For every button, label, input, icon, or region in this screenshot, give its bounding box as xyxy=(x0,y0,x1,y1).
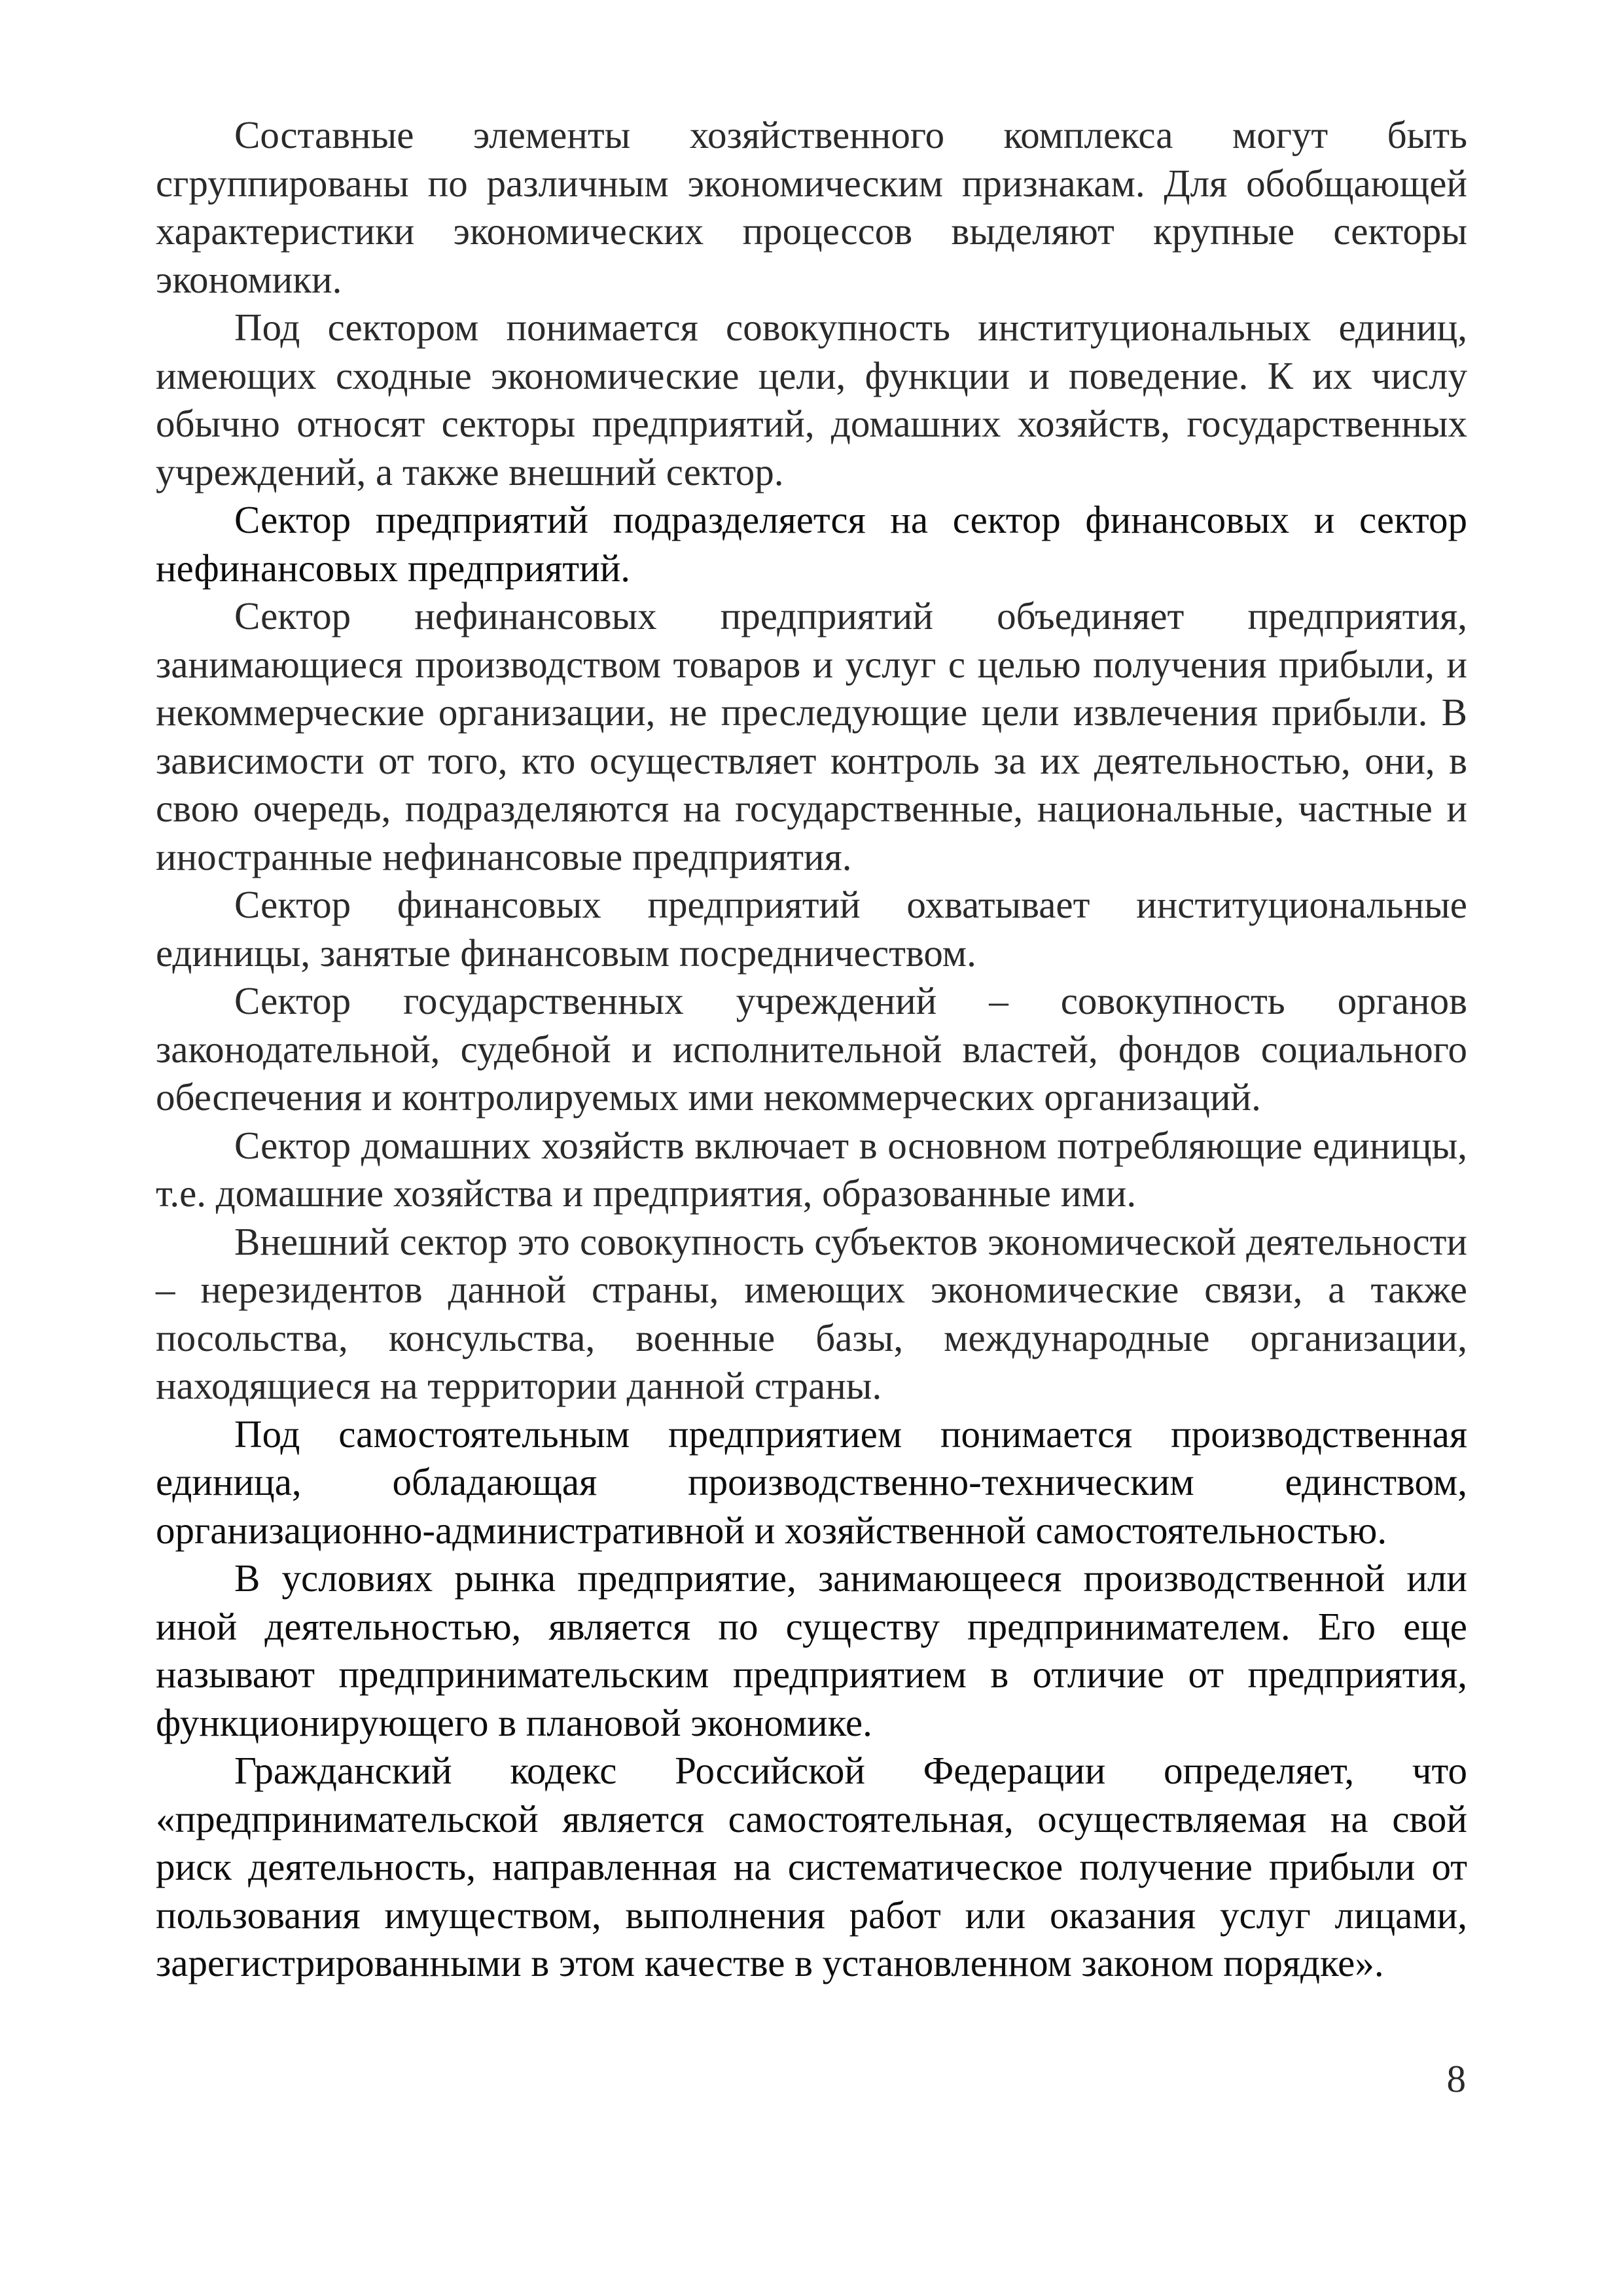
paragraph: Сектор государственных учреждений – совокупность органов законодательной, судебной и исполнительной властей, фондов социального обеспечения и контролируемых ими некоммерческих организаций. xyxy=(156,979,1467,1119)
paragraph: Под сектором понимается совокупность институциональных единиц, имеющих сходные экономические цели, функции и поведение. К их числу обычно относят секторы предприятий, домашних хозяйств, государственных учреждений, а также внешний сектор. xyxy=(156,306,1467,493)
paragraph: Сектор нефинансовых предприятий объединяет предприятия, занимающиеся производством товаров и услуг с целью получения прибыли, и некоммерческие организации, не преследующие цели извлечения прибыли. В зависимости от того, кто осуществляет контроль за их деятельностью, они, в свою очередь, подразделяются на государственные, национальные, частные и иностранные нефинансовые предприятия. xyxy=(156,594,1467,878)
paragraph: Под самостоятельным предприятием понимается производственная единица, обладающая производственно-техническим единством, организационно-административной и хозяйственной самостоятельностью. xyxy=(156,1412,1467,1552)
paragraph: Составные элементы хозяйственного комплекса могут быть сгруппированы по различным экономическим признакам. Для обобщающей характеристики экономических процессов выделяют крупные секторы экономики. xyxy=(156,113,1467,301)
paragraph: Гражданский кодекс Российской Федерации определяет, что «предпринимательской является самостоятельная, осуществляемая на свой риск деятельность, направленная на систематическое получение прибыли от пользования имуществом, выполнения работ или оказания услуг лицами, зарегистрированными в этом качестве в установленном законом порядке». xyxy=(156,1749,1467,1984)
paragraph: В условиях рынка предприятие, занимающееся производственной или иной деятельностью, является по существу предпринимателем. Его еще называют предпринимательским предприятием в отличие от предприятия, функционирующего в плановой экономике. xyxy=(156,1556,1467,1744)
paragraph: Внешний сектор это совокупность субъектов экономической деятельности – нерезидентов данной страны, имеющих экономические связи, а также посольства, консульства, военные базы, международные организации, находящиеся на территории данной страны. xyxy=(156,1219,1467,1407)
paragraph: Сектор предприятий подразделяется на сектор финансовых и сектор нефинансовых предприятий. xyxy=(156,498,1467,590)
body-text xyxy=(156,111,1467,1988)
page-number: 8 xyxy=(1446,2057,1466,2100)
paragraph: Сектор финансовых предприятий охватывает институциональные единицы, занятые финансовым посредничеством. xyxy=(156,883,1467,975)
paragraph: Сектор домашних хозяйств включает в основном потребляющие единицы, т.е. домашние хозяйства и предприятия, образованные ими. xyxy=(156,1123,1467,1215)
